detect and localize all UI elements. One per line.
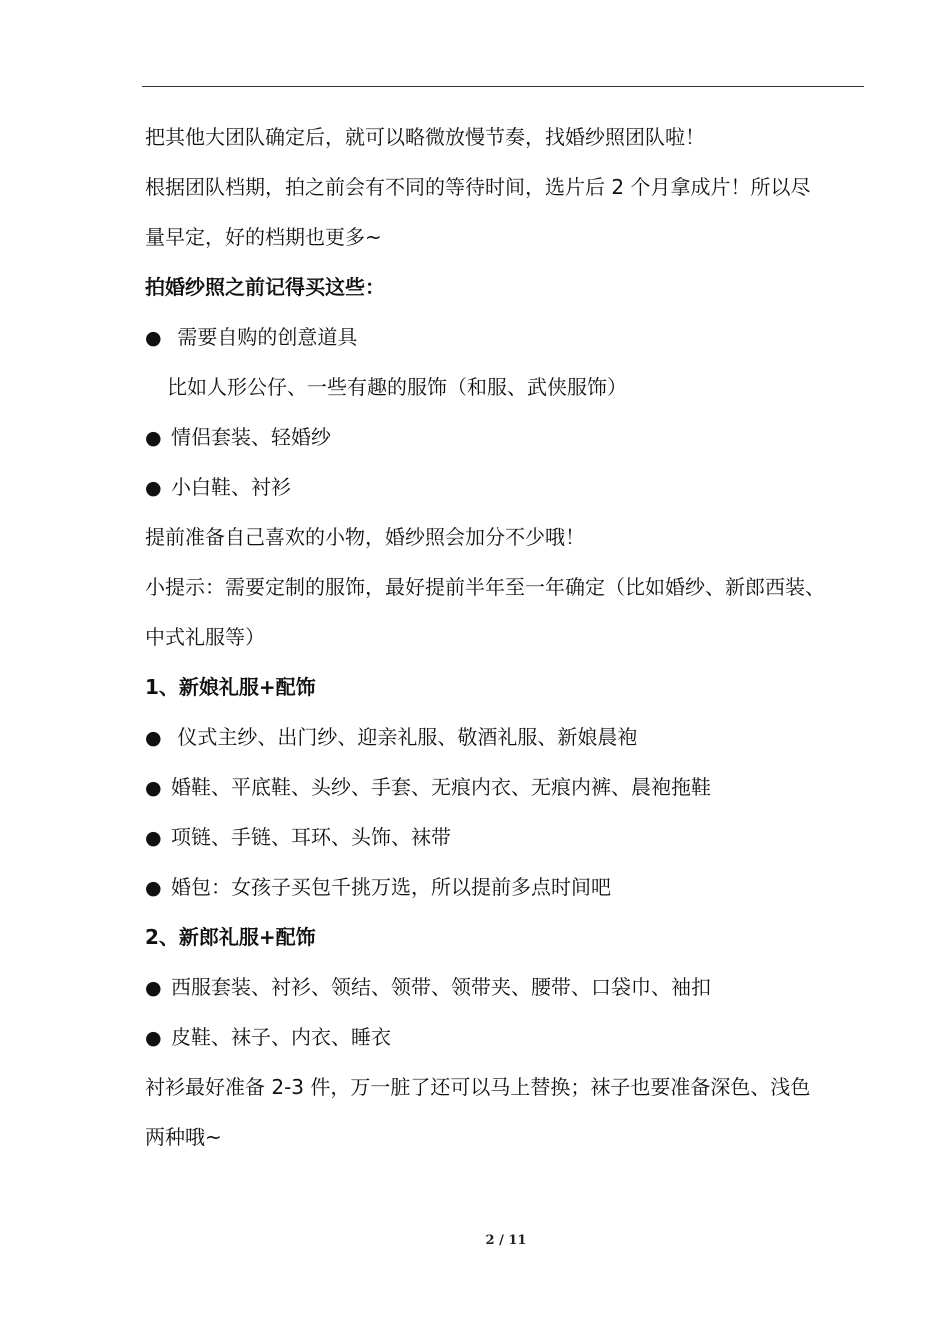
bullet-icon: ● [145, 877, 162, 899]
bullet-icon: ● [145, 427, 162, 449]
bullet-text: 皮鞋、袜子、内衣、睡衣 [171, 1025, 391, 1049]
bullet-text: 西服套装、衬衫、领结、领带、领带夹、腰带、口袋巾、袖扣 [171, 975, 711, 999]
bullet-icon: ● [145, 777, 162, 799]
paragraph-line: 量早定，好的档期也更多~ [145, 225, 382, 249]
bullet-text: 项链、手链、耳环、头饰、袜带 [171, 825, 451, 849]
bullet-item [145, 412, 867, 462]
paragraph-line: 小提示：需要定制的服饰，最好提前半年至一年确定（比如婚纱、新郎西装、 [145, 575, 825, 599]
paragraph-line: 比如人形公仔、一些有趣的服饰（和服、武侠服饰） [167, 375, 627, 399]
bullet-item [145, 312, 867, 362]
section-heading: 1、新娘礼服+配饰 [145, 675, 316, 699]
bullet-text: 婚鞋、平底鞋、头纱、手套、无痕内衣、无痕内裤、晨袍拖鞋 [171, 775, 711, 799]
paragraph-line: 提前准备自己喜欢的小物，婚纱照会加分不少哦！ [145, 525, 585, 549]
bullet-icon: ● [145, 477, 162, 499]
bullet-text: 情侣套装、轻婚纱 [171, 425, 331, 449]
bullet-icon: ● [145, 1027, 162, 1049]
bullet-item [145, 462, 867, 512]
bullet-text: 婚包：女孩子买包千挑万选，所以提前多点时间吧 [171, 875, 611, 899]
section-heading: 2、新郎礼服+配饰 [145, 925, 316, 949]
bullet-item [145, 1012, 867, 1062]
bullet-item [145, 962, 867, 1012]
bullet-icon: ● [145, 327, 162, 349]
bullet-text: 仪式主纱、出门纱、迎亲礼服、敬酒礼服、新娘晨袍 [171, 725, 638, 749]
page-number: 2 / 11 [485, 1233, 527, 1248]
section-heading: 拍婚纱照之前记得买这些： [145, 275, 385, 299]
bullet-item [145, 712, 867, 762]
paragraph-line: 衬衫最好准备 2-3 件，万一脏了还可以马上替换；袜子也要准备深色、浅色 [145, 1075, 811, 1099]
bullet-text: 小白鞋、衬衫 [171, 475, 291, 499]
bullet-text: 需要自购的创意道具 [171, 325, 358, 349]
bullet-item [145, 762, 867, 812]
document-body [145, 112, 867, 1162]
paragraph-line: 根据团队档期，拍之前会有不同的等待时间，选片后 2 个月拿成片！所以尽 [145, 175, 811, 199]
bullet-item [145, 862, 867, 912]
header-rule [142, 86, 864, 87]
bullet-icon: ● [145, 977, 162, 999]
paragraph-line: 中式礼服等） [145, 625, 265, 649]
paragraph-line: 把其他大团队确定后，就可以略微放慢节奏，找婚纱照团队啦！ [145, 125, 705, 149]
bullet-icon: ● [145, 727, 162, 749]
bullet-item [145, 812, 867, 862]
bullet-icon: ● [145, 827, 162, 849]
paragraph-line: 两种哦~ [145, 1125, 222, 1149]
